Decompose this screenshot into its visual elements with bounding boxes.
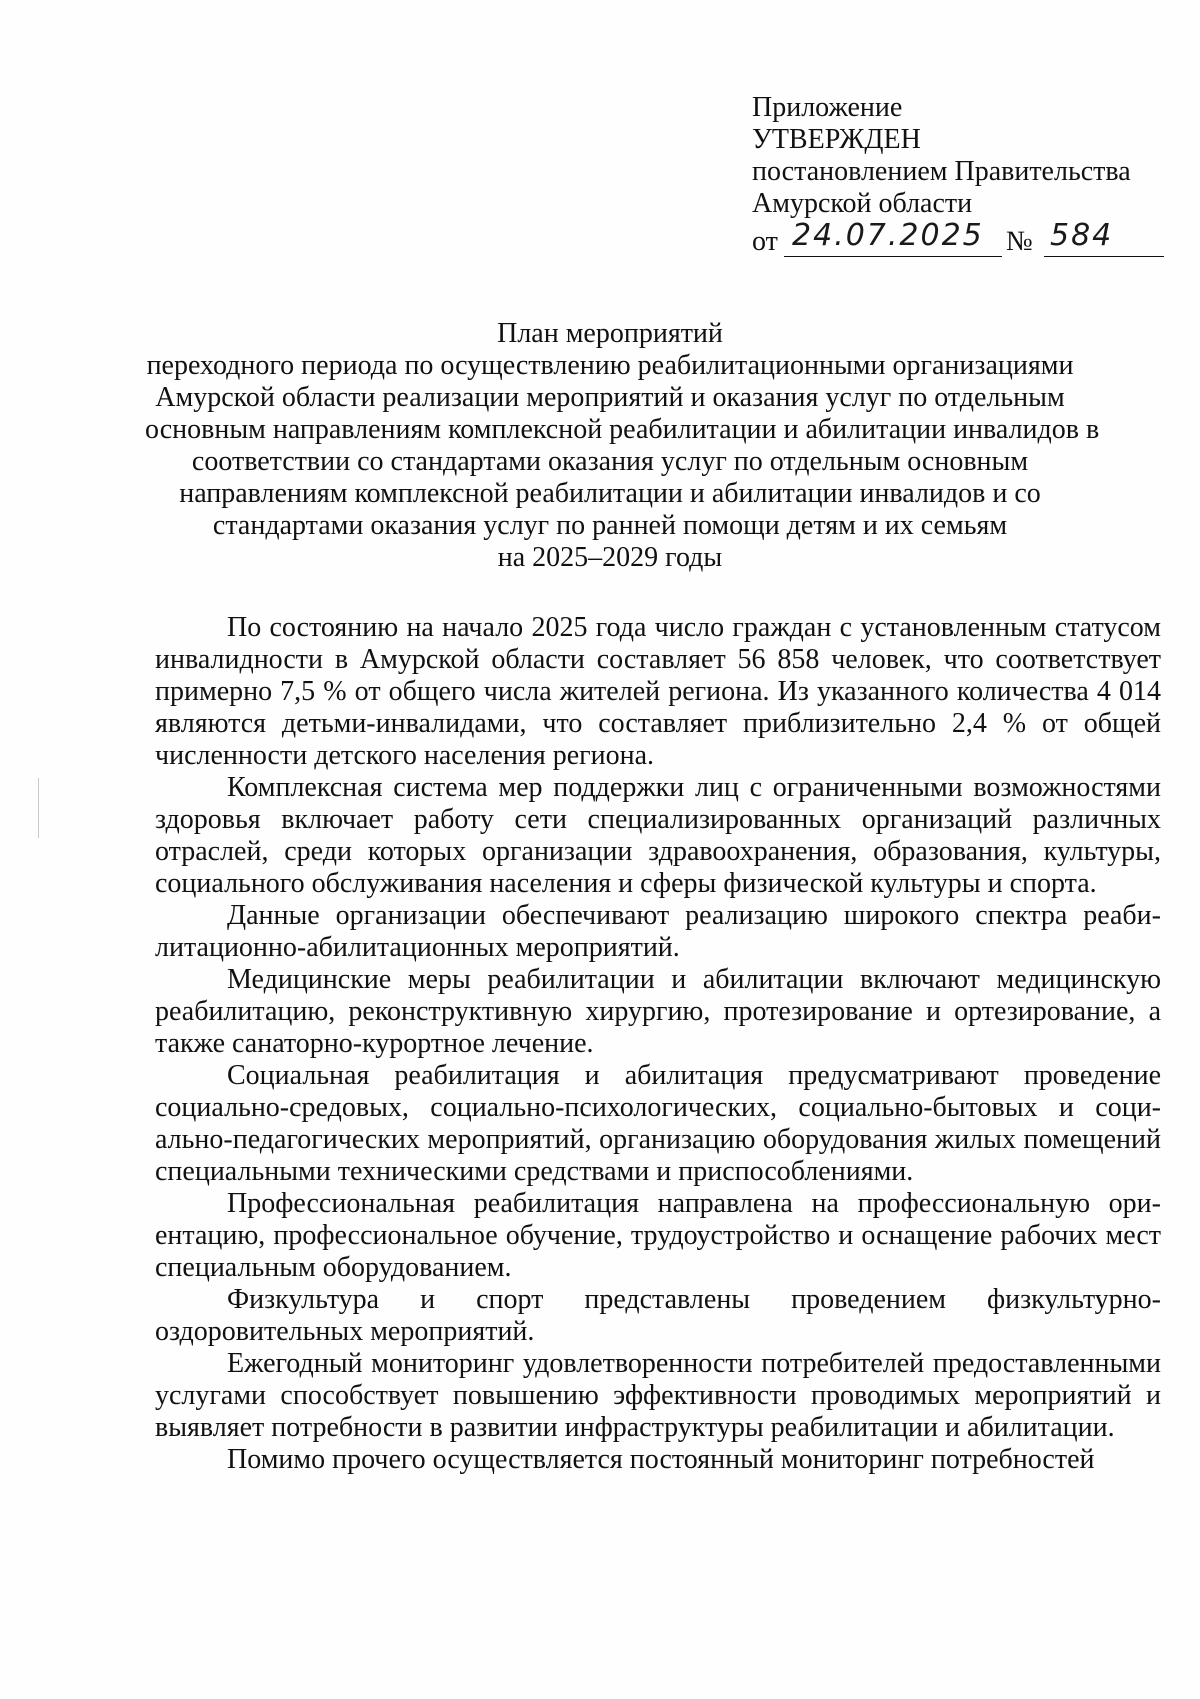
handwritten-number: 584 [1050,218,1114,253]
approval-approved: УТВЕРЖДЕН [752,124,921,155]
title-line: переходного периода по осуществлению реабилитационными организациями [146,350,1074,381]
paragraph-organizations: Данные организации обеспечивают реализацию широкого спектра реабилитационно-абилитационных мероприятий. [155,900,1161,963]
approval-region: Амурской области [752,188,973,219]
title-line: Амурской области реализации мероприятий и оказания услуг по отдельным [155,382,1065,413]
scan-margin-mark [38,778,39,838]
paragraph-sport: Физкультура и спорт представлены проведением физкультурно-оздоровительных мероприятий. [155,1284,1161,1347]
date-underline [784,256,1002,257]
number-underline [1044,256,1164,257]
date-prefix: от [752,226,778,257]
paragraph-professional-rehab: Профессиональная реабилитация направлена на профессиональную ориентацию, профессиональное обучение, трудоустройство и оснащение рабочих мест специальным оборудованием. [155,1188,1161,1283]
approval-date-number-line [752,218,1172,262]
document-title [145,318,1100,574]
title-line: на 2025–2029 годы [497,542,723,573]
paragraph-social-rehab: Социальная реабилитация и абилитация предусматривают проведение социально-средовых, социально-психологических, социально-бытовых и социально-педагогических мероприятий, организацию оборудования жилых помещений специальными техническими средствами и приспособлениями. [155,1060,1161,1187]
title-line: направлениям комплексной реабилитации и абилитации инвалидов и со [179,478,1041,509]
title-line: соответствии со стандартами оказания услуг по отдельным основным [191,446,1029,477]
paragraph-support-system: Комплексная система мер поддержки лиц с ограниченными возможностями здоровья включает работу сети специализированных организаций различных отраслей, среди которых организации здравоохранения, образования, культуры, социального обслуживания населения и сферы физической культуры и спорта. [155,772,1161,899]
document-body [155,612,1161,1476]
title-line: основным направлениям комплексной реабилитации и абилитации инвалидов в [145,414,1100,445]
handwritten-date: 24.07.2025 [792,218,984,253]
approval-appendix: Приложение [752,92,903,123]
title-heading: План мероприятий [497,318,723,349]
number-label: № [1006,226,1033,257]
paragraph-disability-stats: По состоянию на начало 2025 года число граждан с установленным статусом инвалидности в Амурской области составляет 56 858 человек, что соответствует примерно 7,5 % от общего числа жителей региона. Из указанного количества 4 014 являются детьми-инвалидами, что составляет приблизительно 2,4 % от общей численности детского населения региона. [155,612,1161,771]
paragraph-continuation: Помимо прочего осуществляется постоянный мониторинг потребностей [227,1444,1095,1475]
paragraph-medical-measures: Медицинские меры реабилитации и абилитации включают медицинскую реабилитацию, реконструктивную хирургию, протезирование и ортезирование, а также санаторно-курортное лечение. [155,964,1161,1059]
approval-resolution: постановлением Правительства [752,156,1131,187]
title-line: стандартами оказания услуг по ранней помощи детям и их семьям [212,510,1008,541]
approval-block [752,92,1172,262]
paragraph-monitoring: Ежегодный мониторинг удовлетворенности потребителей предоставленными услугами способствует повышению эффективности проводимых мероприятий и выявляет потребности в развитии инфраструктуры реабилитации и абилитации. [155,1348,1161,1443]
